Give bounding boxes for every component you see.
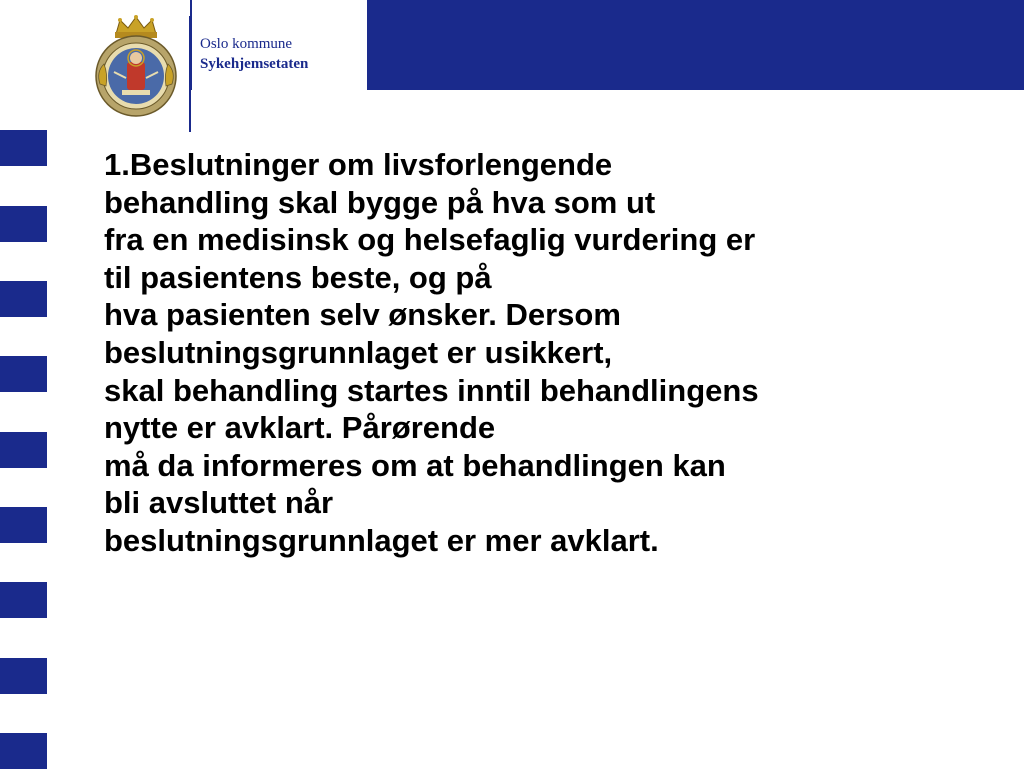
- body-line: skal behandling startes inntil behandlingens: [104, 372, 759, 408]
- body-line: nytte er avklart. Pårørende: [104, 410, 496, 446]
- decor-square: [0, 206, 47, 242]
- body-line: beslutningsgrunnlaget er mer avklart.: [104, 522, 659, 558]
- decor-square: [0, 733, 47, 769]
- body-line: behandling skal bygge på hva som ut: [104, 184, 656, 220]
- slide-body: [104, 146, 1004, 560]
- body-line: hva pasienten selv ønsker. Dersom: [104, 297, 621, 333]
- decor-square: [0, 507, 47, 543]
- decor-square: [0, 582, 47, 618]
- header-divider: [189, 16, 191, 132]
- organization-title: Oslo kommune: [200, 36, 293, 52]
- department-title: Sykehjemsetaten: [200, 56, 309, 72]
- decor-square: [0, 356, 47, 392]
- body-line: må da informeres om at behandlingen kan: [104, 447, 726, 483]
- body-line: bli avsluttet når: [104, 485, 334, 521]
- decor-square: [0, 658, 47, 694]
- decor-square: [0, 432, 47, 468]
- organization-name: [200, 34, 308, 74]
- body-line: fra en medisinsk og helsefaglig vurdering er: [104, 222, 756, 258]
- oslo-city-seal-icon: [94, 14, 178, 120]
- body-line: til pasientens beste, og på: [104, 259, 492, 295]
- body-line: 1.Beslutninger om livsforlengende: [104, 147, 613, 182]
- decor-square: [0, 130, 47, 166]
- body-line: beslutningsgrunnlaget er usikkert,: [104, 334, 613, 370]
- decor-square: [0, 281, 47, 317]
